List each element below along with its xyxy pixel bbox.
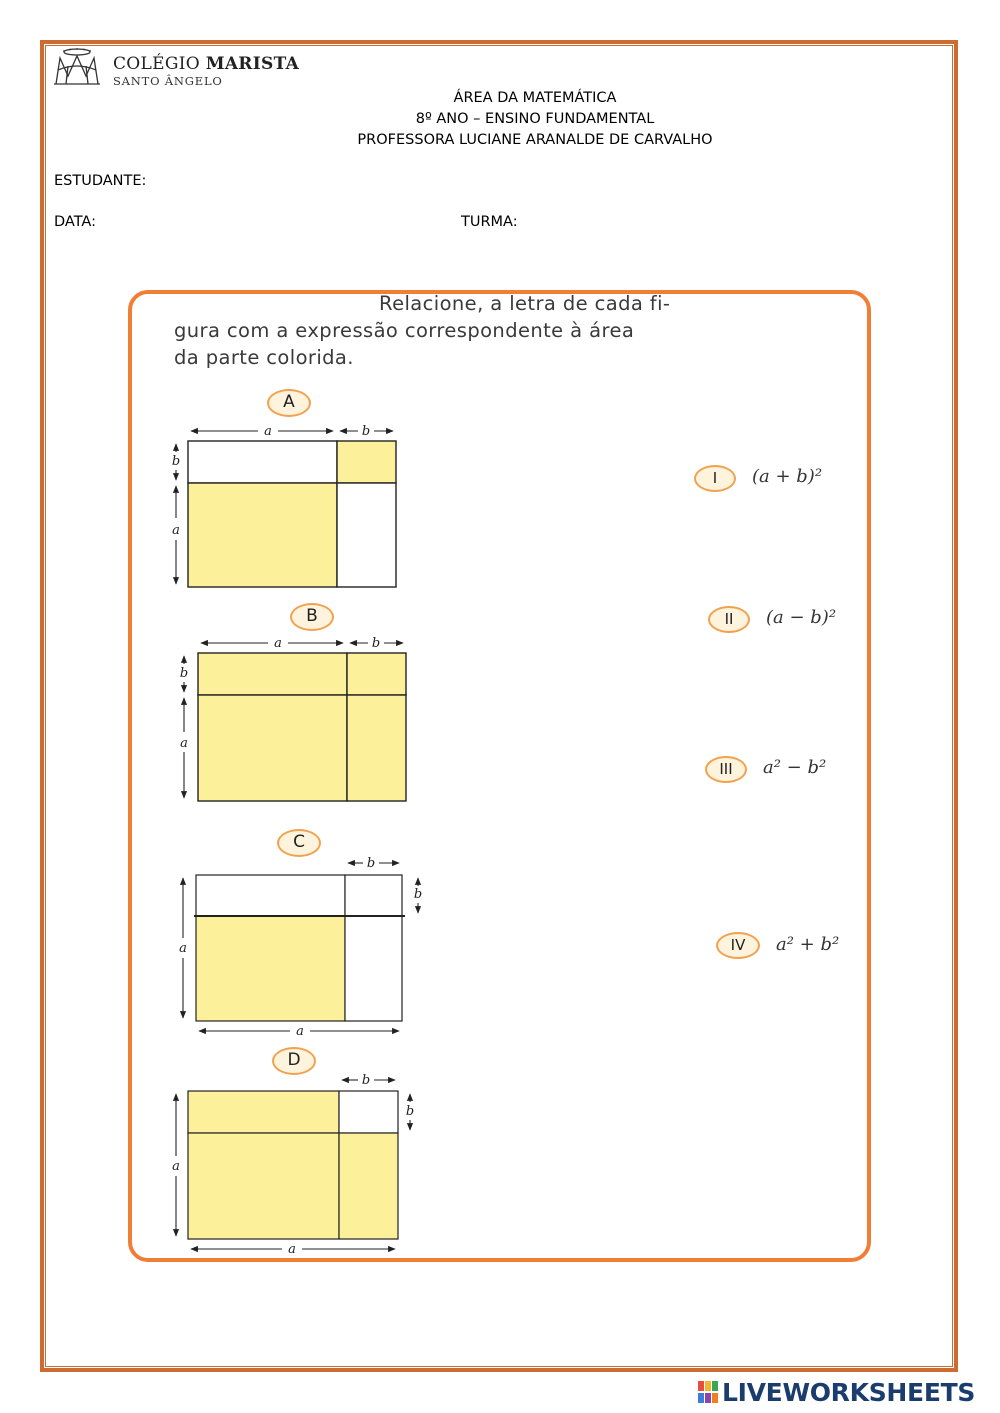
figure-c-label-a-left: a — [179, 941, 187, 956]
option-i-expression: (a + b)² — [752, 466, 823, 487]
figure-a-bottom-left — [188, 483, 337, 587]
school-logo — [50, 46, 350, 90]
school-subtitle: SANTO ÂNGELO — [113, 74, 223, 88]
figure-c-diagram — [170, 850, 430, 1040]
liveworksheets-watermark — [698, 1378, 994, 1408]
figure-a-bottom-right — [337, 483, 396, 587]
figure-a-label-a-top: a — [264, 424, 272, 439]
option-ii-expression: (a − b)² — [766, 607, 837, 628]
figure-d-badge: D — [272, 1047, 316, 1075]
school-name: COLÉGIO MARISTA — [113, 54, 300, 74]
figure-c-top-right — [345, 875, 402, 916]
option-iii-badge: III — [705, 756, 747, 783]
figure-d-label-b-right: b — [405, 1104, 415, 1119]
figure-b-label-b-left: b — [179, 666, 189, 681]
header-line-area: ÁREA DA MATEMÁTICA — [453, 90, 617, 106]
instruction-line-2: gura com a expressão correspondente à área — [174, 319, 635, 342]
figure-d-label-a-bottom: a — [288, 1242, 296, 1257]
figure-b-top-left — [198, 653, 347, 695]
figure-c-bottom-left — [196, 916, 345, 1021]
header-line-grade: 8º ANO – ENSINO FUNDAMENTAL — [415, 111, 655, 127]
figure-d-top-right — [339, 1091, 398, 1133]
figure-a-badge: A — [267, 389, 311, 417]
class-label: TURMA: — [461, 214, 518, 230]
instruction-line-3: da parte colorida. — [174, 346, 354, 369]
figure-b-diagram — [170, 630, 420, 805]
figure-a-label-b-top: b — [361, 424, 371, 439]
date-label: DATA: — [54, 214, 96, 230]
liveworksheets-logo-icon — [698, 1381, 720, 1405]
figure-a-label-a-left: a — [172, 523, 180, 538]
figure-d-label-a-left: a — [172, 1159, 180, 1174]
option-iv-badge: IV — [716, 932, 760, 959]
figure-b-label-b-top: b — [371, 636, 381, 651]
figure-c-label-a-bottom: a — [296, 1024, 304, 1039]
figure-b-label-a-left: a — [180, 736, 188, 751]
figure-b-top-right — [347, 653, 406, 695]
figure-b-badge: B — [290, 603, 334, 631]
figure-c-top-left — [196, 875, 345, 916]
figure-d-bottom-right — [339, 1133, 398, 1239]
instruction-line-1: Relacione, a letra de cada fi- — [379, 292, 671, 315]
figure-a-label-b-left: b — [171, 454, 181, 469]
figure-d-bottom-left — [188, 1133, 339, 1239]
figure-a-diagram — [160, 418, 410, 593]
figure-b-label-a-top: a — [274, 636, 282, 651]
watermark-text: LIVEWORKSHEETS — [722, 1378, 976, 1407]
figure-a-top-right — [337, 441, 396, 483]
figure-d-diagram — [160, 1068, 430, 1258]
figure-a-top-left — [188, 441, 337, 483]
figure-c-label-b-right: b — [413, 887, 423, 902]
marist-emblem-icon — [50, 46, 104, 88]
figure-d-label-b-top: b — [361, 1073, 371, 1088]
option-iii-expression: a² − b² — [763, 757, 827, 778]
figure-b-bottom-right — [347, 695, 406, 801]
option-iv-expression: a² + b² — [776, 934, 840, 955]
option-i-badge: I — [694, 465, 736, 492]
option-ii-badge: II — [708, 606, 750, 633]
student-label: ESTUDANTE: — [54, 173, 147, 189]
figure-c-label-b-top: b — [366, 856, 376, 871]
figure-d-top-left — [188, 1091, 339, 1133]
figure-c-bottom-right — [345, 916, 402, 1021]
figure-b-bottom-left — [198, 695, 347, 801]
header-line-teacher: PROFESSORA LUCIANE ARANALDE DE CARVALHO — [357, 132, 713, 148]
figure-c-badge: C — [277, 829, 321, 857]
